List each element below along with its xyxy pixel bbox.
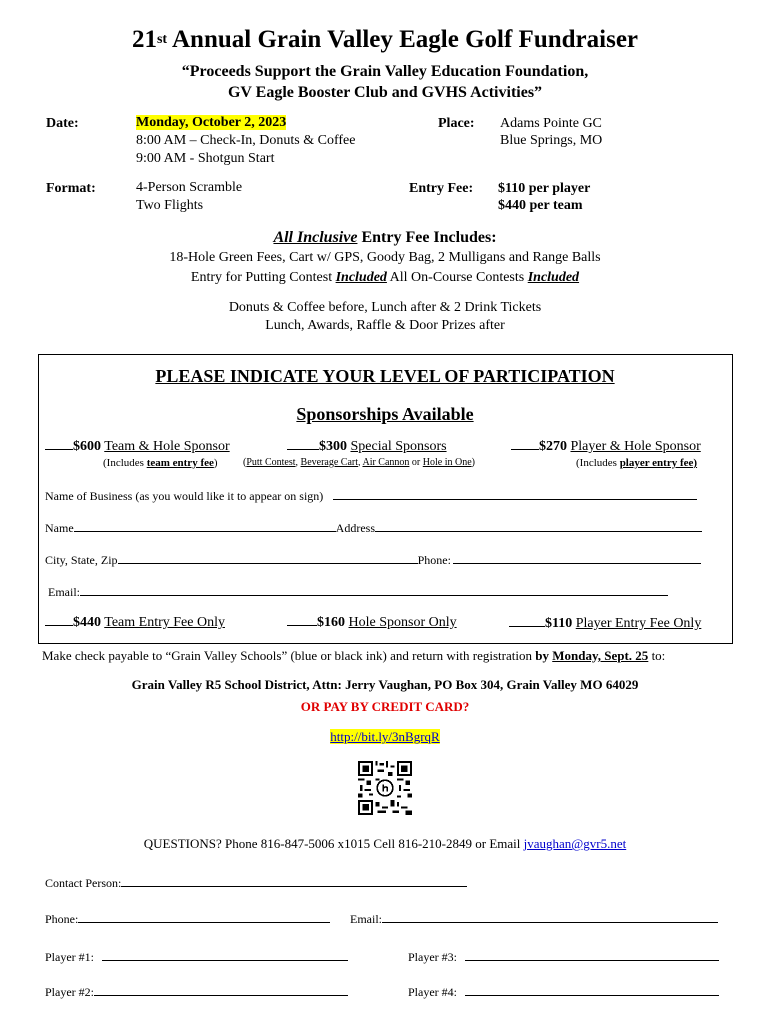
payment-link[interactable]: http://bit.ly/3nBgrqR xyxy=(330,729,440,744)
inclusive-line-1: 18-Hole Green Fees, Cart w/ GPS, Goody Bag, 2 Mulligans and Range Balls xyxy=(169,250,601,265)
option-special-sponsors[interactable]: $300 Special Sponsors xyxy=(287,439,447,455)
option-special-sponsors-note: (Putt Contest, Beverage Cart, Air Cannon or Hole in One) xyxy=(243,457,475,468)
start-time: 9:00 AM - Shotgun Start xyxy=(136,151,275,166)
option-player-hole-sponsor[interactable]: $270 Player & Hole Sponsor xyxy=(511,439,701,455)
email-field[interactable]: Email: xyxy=(48,585,668,600)
subtitle-line-2: GV Eagle Booster Club and GVHS Activities” xyxy=(227,84,543,101)
inclusive-line-3: Donuts & Coffee before, Lunch after & 2 Drink Tickets xyxy=(228,300,542,315)
format-line-2: Two Flights xyxy=(136,198,204,213)
credit-card-prompt: OR PAY BY CREDIT CARD? xyxy=(300,699,470,714)
player-4-field[interactable]: Player #4: xyxy=(408,985,719,1000)
sponsorships-heading: Sponsorships Available xyxy=(296,404,474,424)
contact-person-field[interactable]: Contact Person: xyxy=(45,876,467,891)
option-player-entry-fee[interactable]: $110 Player Entry Fee Only xyxy=(509,616,701,632)
contact-phone-field[interactable]: Phone: xyxy=(45,912,330,927)
participation-heading: PLEASE INDICATE YOUR LEVEL OF PARTICIPATION xyxy=(155,366,615,386)
checkin-time: 8:00 AM – Check-In, Donuts & Coffee xyxy=(136,133,356,148)
entry-fee-team: $440 per team xyxy=(498,198,583,213)
inclusive-heading: All Inclusive Entry Fee Includes: xyxy=(273,229,497,246)
city-phone-field[interactable]: City, State, Zip Phone: xyxy=(45,553,701,568)
option-team-entry-fee[interactable]: $440 Team Entry Fee Only xyxy=(45,615,225,631)
place-label: Place: xyxy=(438,116,475,131)
date-value: Monday, October 2, 2023 xyxy=(136,115,287,130)
place-line-2: Blue Springs, MO xyxy=(500,133,603,148)
option-team-hole-sponsor[interactable]: $600 Team & Hole Sponsor xyxy=(45,439,230,455)
place-line-1: Adams Pointe GC xyxy=(500,116,602,131)
format-line-1: 4-Person Scramble xyxy=(136,180,243,195)
option-hole-sponsor-only[interactable]: $160 Hole Sponsor Only xyxy=(287,615,457,631)
business-name-field[interactable]: Name of Business (as you would like it to appear on sign) xyxy=(45,489,697,504)
entry-fee-label: Entry Fee: xyxy=(409,181,474,196)
inclusive-line-4: Lunch, Awards, Raffle & Door Prizes after xyxy=(265,318,505,333)
questions-line: QUESTIONS? Phone 816-847-5006 x1015 Cell 816-210-2849 or Email jvaughan@gvr5.net xyxy=(143,836,627,851)
contact-email-field[interactable]: Email: xyxy=(350,912,718,927)
player-3-field[interactable]: Player #3: xyxy=(408,950,719,965)
entry-fee-player: $110 per player xyxy=(498,181,591,196)
option-team-hole-sponsor-note: (Includes team entry fee) xyxy=(103,457,218,469)
qr-code-icon[interactable] xyxy=(358,761,412,815)
date-label: Date: xyxy=(46,116,79,131)
page-title: 21st Annual Grain Valley Eagle Golf Fundraiser xyxy=(131,26,639,53)
email-link[interactable]: jvaughan@gvr5.net xyxy=(523,836,627,851)
subtitle-line-1: “Proceeds Support the Grain Valley Education Foundation, xyxy=(181,63,589,80)
format-label: Format: xyxy=(46,181,96,196)
inclusive-line-2: Entry for Putting Contest Included All On-Course Contests Included xyxy=(190,270,580,285)
option-player-hole-sponsor-note: (Includes player entry fee) xyxy=(576,457,698,469)
check-instructions: Make check payable to “Grain Valley Schools” (blue or black ink) and return with registration by Monday, Sept. 25 to: xyxy=(42,648,666,663)
name-address-field[interactable]: Name Address xyxy=(45,521,702,536)
player-1-field[interactable]: Player #1: xyxy=(45,950,348,965)
player-2-field[interactable]: Player #2: xyxy=(45,985,348,1000)
mailing-address: Grain Valley R5 School District, Attn: Jerry Vaughan, PO Box 304, Grain Valley MO 64029 xyxy=(131,677,639,692)
